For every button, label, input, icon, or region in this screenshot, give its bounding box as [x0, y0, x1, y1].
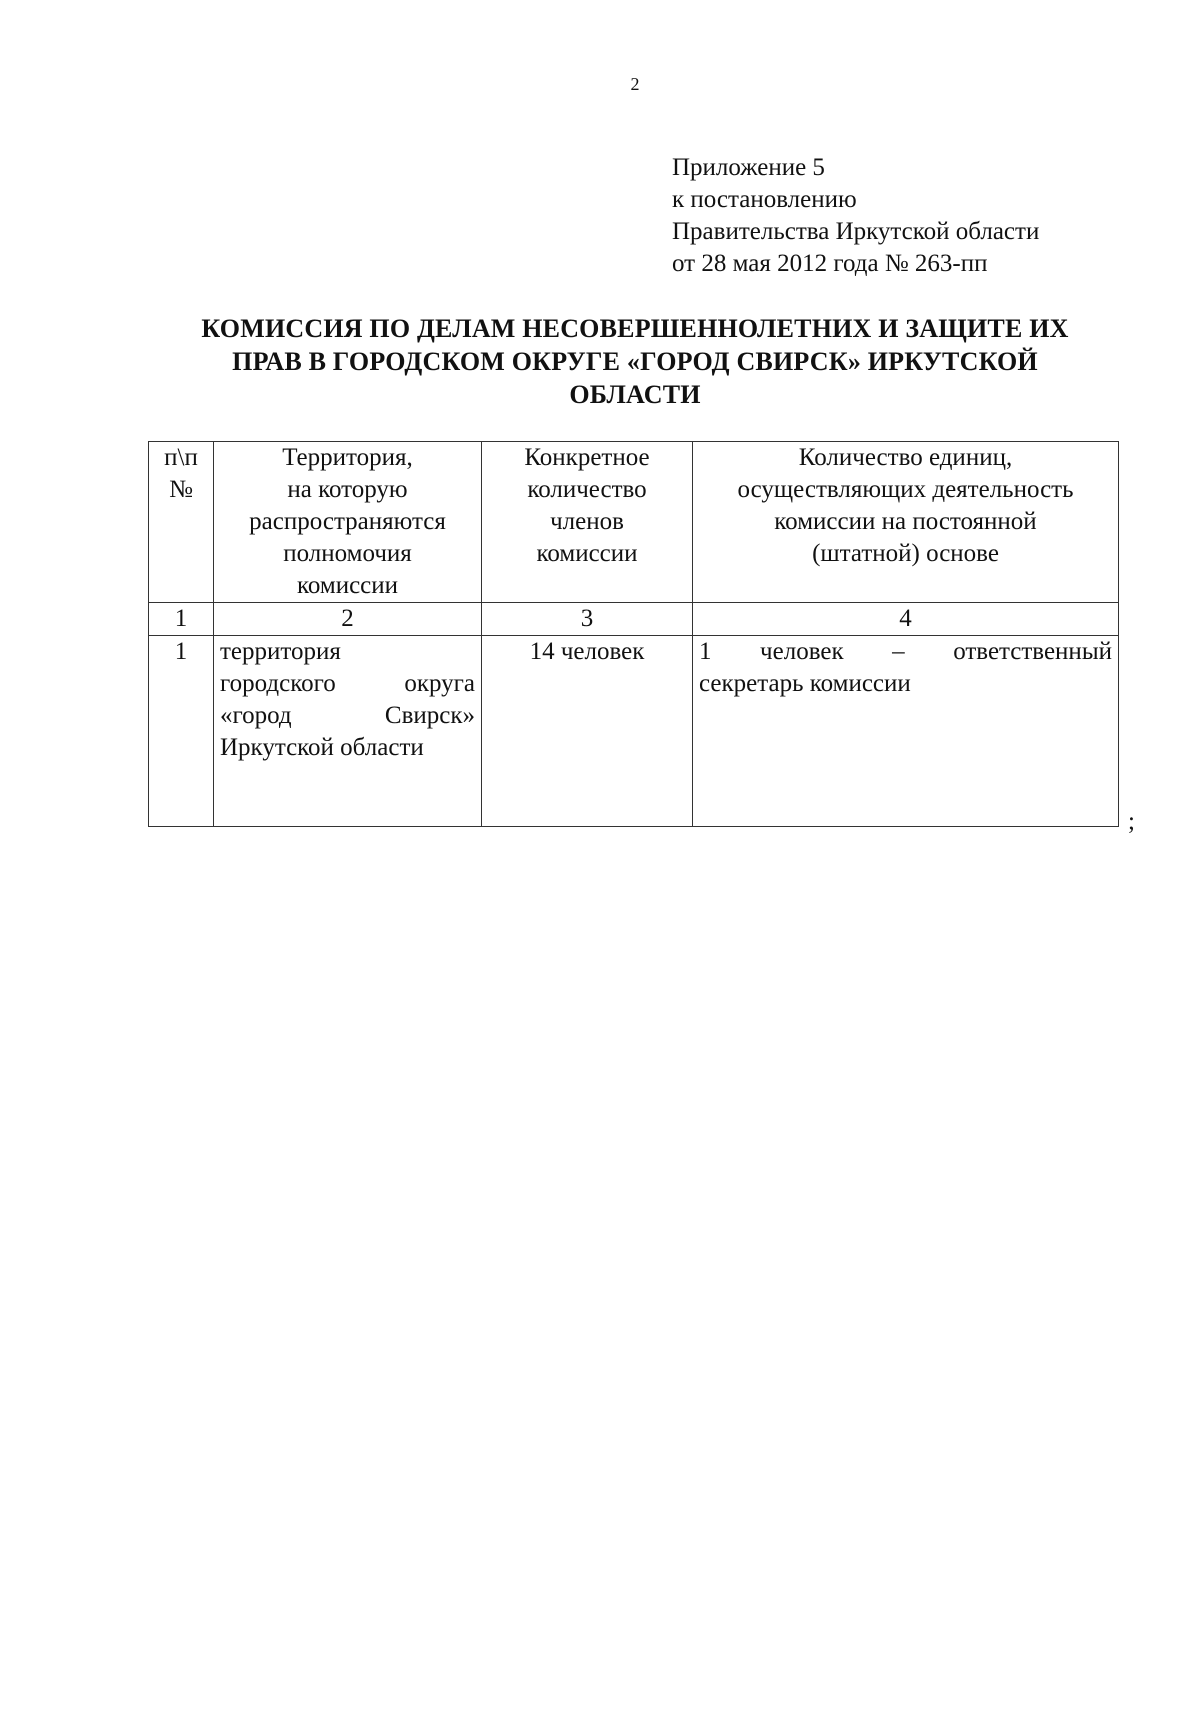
appendix-line: от 28 мая 2012 года № 263-пп: [672, 250, 988, 277]
header-line: Количество единиц,: [798, 444, 1013, 471]
header-line: №: [169, 476, 193, 503]
header-cell-members: [482, 442, 693, 603]
territory-line: «город Свирск»: [220, 702, 475, 729]
header-cell-number: [149, 442, 214, 603]
territory-cell: [214, 636, 482, 827]
document-title: [150, 312, 1120, 411]
commission-table: [148, 441, 1119, 827]
appendix-line: Приложение 5: [672, 154, 825, 181]
territory-line: территория: [220, 638, 341, 665]
header-line: комиссии: [296, 572, 399, 599]
title-line: ПРАВ В ГОРОДСКОМ ОКРУГЕ «ГОРОД СВИРСК» ИРКУТСКОЙ: [232, 347, 1038, 376]
header-line: Территория,: [282, 444, 413, 471]
header-line: (штатной) основе: [812, 540, 999, 567]
header-line: количество: [527, 476, 647, 503]
appendix-line: Правительства Иркутской области: [672, 218, 1040, 245]
staff-cell: [693, 636, 1119, 827]
column-number: 3: [482, 603, 693, 636]
header-cell-staff: [693, 442, 1119, 603]
appendix-reference: [672, 152, 1039, 280]
header-line: полномочия: [283, 540, 412, 567]
column-number: 4: [693, 603, 1119, 636]
title-line: ОБЛАСТИ: [569, 380, 701, 409]
column-number: 2: [214, 603, 482, 636]
header-line: комиссии: [536, 540, 638, 567]
header-line: на которую: [287, 476, 408, 503]
column-number: 1: [149, 603, 214, 636]
header-line: членов: [550, 508, 624, 535]
page-number: 2: [630, 74, 640, 94]
header-line: п\п: [164, 444, 198, 471]
header-line: комиссии на постоянной: [774, 508, 1037, 535]
header-line: осуществляющих деятельность: [737, 476, 1074, 503]
members-cell: 14 человек: [482, 636, 693, 827]
table-row: [149, 636, 1119, 827]
column-number-row: [149, 603, 1119, 636]
title-line: КОМИССИЯ ПО ДЕЛАМ НЕСОВЕРШЕННОЛЕТНИХ И ЗАЩИТЕ ИХ: [201, 314, 1069, 343]
staff-line: 1 человек – ответственный: [699, 638, 1112, 665]
table-header-row: [149, 442, 1119, 603]
row-number: 1: [149, 636, 214, 827]
territory-line: городского округа: [220, 670, 475, 697]
territory-line: Иркутской области: [220, 734, 424, 761]
header-line: распространяются: [249, 508, 446, 535]
staff-line: секретарь комиссии: [699, 670, 911, 697]
header-cell-territory: [214, 442, 482, 603]
trailing-semicolon: ;: [1128, 808, 1135, 835]
appendix-line: к постановлению: [672, 186, 857, 213]
header-line: Конкретное: [524, 444, 650, 471]
